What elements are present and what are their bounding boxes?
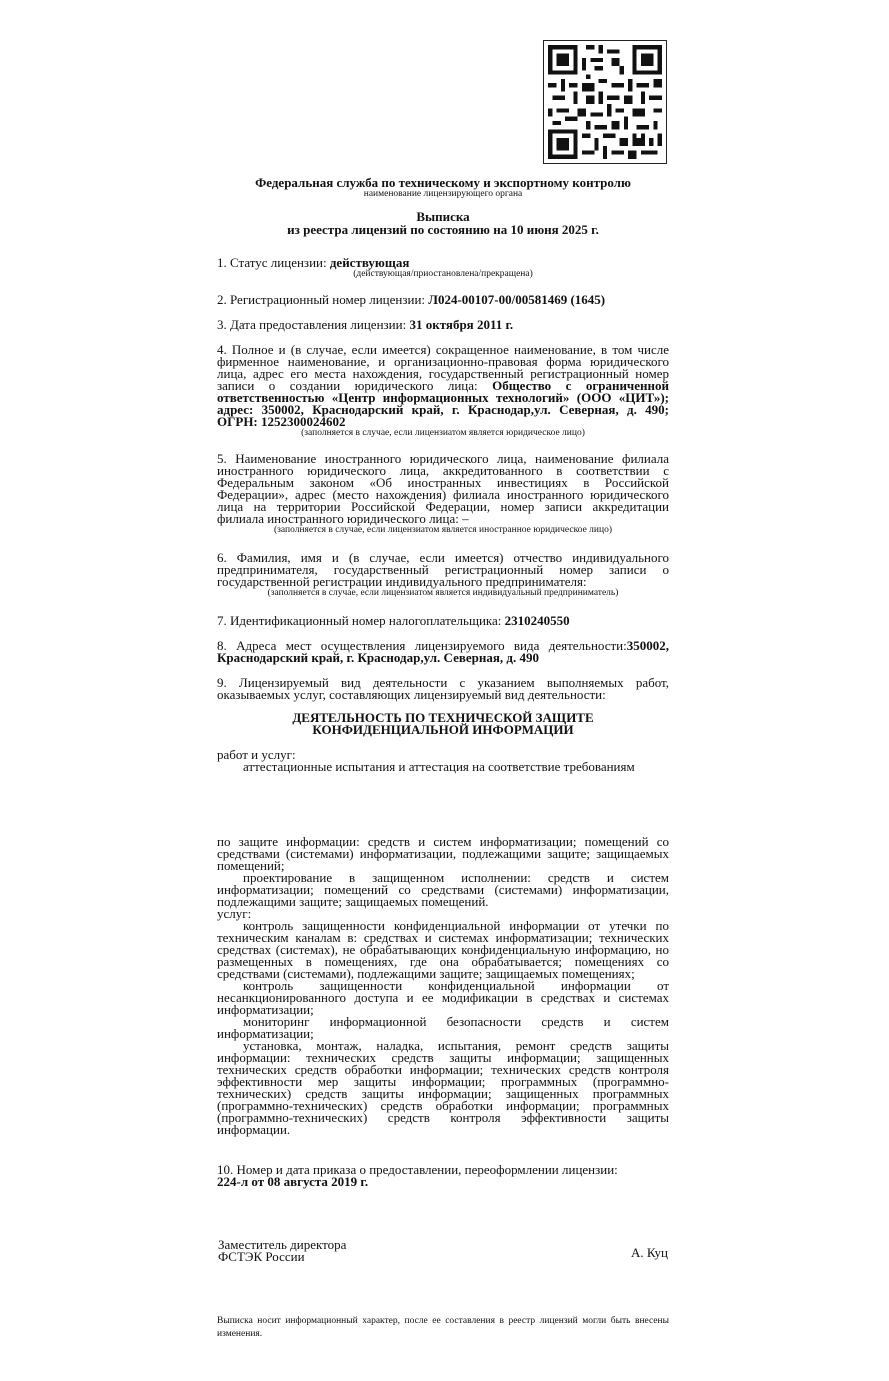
item-10-order	[217, 1164, 669, 1188]
service-3: мониторинг информационной безопасности средств и систем информатизации;	[217, 1014, 669, 1041]
position-line-2: ФСТЭК России	[218, 1249, 305, 1264]
item-5-foreign-entity	[217, 453, 669, 535]
item-2-reg-number	[217, 294, 669, 306]
service-2: контроль защищенности конфиденциальной информации от несанкционированного доступа и ее модификации в средствах и системах информатизации;	[217, 978, 669, 1017]
item-1-status	[217, 257, 669, 279]
organization-caption: наименование лицензирующего органа	[363, 189, 523, 199]
item-3-date	[217, 319, 669, 331]
item-10-label: 10. Номер и дата приказа о предоставлении, переоформлении лицензии:	[217, 1162, 618, 1177]
item-9-activity-intro	[217, 677, 669, 701]
work-1-part-2: по защите информации: средств и систем информатизации; помещений со средствами (системами) информатизации, подлежащими защите; защищаемых помещений;	[217, 834, 669, 873]
item-1-label: 1. Статус лицензии:	[217, 255, 330, 270]
item-4-value: Общество с ограниченной ответственностью «Центр информационных технологий» (ООО «ЦИТ»); адрес: 350002, Краснодарский край, г. Краснодар,ул. Северная, д. 490; ОГРН: 1252300024602	[217, 378, 670, 429]
item-10-value: 224-л от 08 августа 2019 г.	[217, 1174, 369, 1189]
item-5-label: 5. Наименование иностранного юридического лица, наименование филиала иностранного юридического лица, аккредитованного в соответствии с Федеральным законом «Об иностранных инвестициях в Российской Федерации», адрес (место нахождения) филиала иностранного юридического лица на территории Российской Федерации, номер записи аккредитации филиала иностранного юридического лица: –	[217, 451, 669, 526]
item-8-label: 8. Адреса мест осуществления лицензируемого вида деятельности:	[217, 638, 627, 653]
signatory-name: А. Куц	[630, 1245, 668, 1260]
services-heading: услуг:	[217, 906, 252, 921]
footnote: Выписка носит информационный характер, после ее составления в реестр лицензий могли быть внесены изменения.	[217, 1316, 669, 1339]
item-7-inn	[217, 615, 669, 627]
item-2-value: Л024-00107-00/00581469 (1645)	[428, 292, 606, 307]
activity-title	[217, 712, 669, 736]
signatory-position	[218, 1239, 346, 1263]
item-7-label: 7. Идентификационный номер налогоплательщика:	[217, 613, 505, 628]
item-1-value: действующая	[329, 255, 410, 270]
item-3-label: 3. Дата предоставления лицензии:	[217, 317, 410, 332]
item-3-value: 31 октября 2011 г.	[409, 317, 514, 332]
title-line-1: Выписка	[416, 209, 470, 224]
works-and-services-list	[217, 836, 669, 1136]
item-2-label: 2. Регистрационный номер лицензии:	[217, 292, 429, 307]
service-4: установка, монтаж, наладка, испытания, ремонт средств защиты информации: технических средств защиты информации; защищенных технических средств обработки информации; технических средств контроля эффективности мер защиты информации; программных (программно-технических) средств защиты информации; защищенных программных (программно-технических) средств обработки информации; программных (программно-технических) средств контроля эффективности защиты информации.	[217, 1038, 669, 1137]
activity-line-2: КОНФИДЕНЦИАЛЬНОЙ ИНФОРМАЦИИ	[312, 722, 574, 737]
item-6-caption: (заполняется в случае, если лицензиатом является индивидуальный предприниматель)	[267, 588, 619, 598]
item-5-caption: (заполняется в случае, если лицензиатом является иностранное юридическое лицо)	[274, 525, 612, 535]
item-4-label: 4. Полное и (в случае, если имеется) сокращенное наименование, в том числе фирменное наименование, и организационно-правовая форма юридического лица, адрес его места нахождения, государственный регистрационный номер записи о создании юридического лица:	[217, 342, 669, 393]
document-title	[217, 210, 669, 236]
work-2: проектирование в защищенном исполнении: средств и систем информатизации; помещений со средствами (системами) информатизации, подлежащими защите; защищаемых помещений.	[217, 870, 669, 909]
organization-name: Федеральная служба по техническому и экспортному контролю	[255, 175, 631, 190]
issuing-authority	[217, 176, 669, 199]
item-6-label: 6. Фамилия, имя и (в случае, если имеется) отчество индивидуального предпринимателя, государственный регистрационный номер записи о государственной регистрации индивидуального предпринимателя:	[217, 550, 669, 589]
title-line-2: из реестра лицензий по состоянию на 10 июня 2025 г.	[287, 222, 599, 237]
works-heading	[217, 749, 669, 773]
item-1-caption: (действующая/приостановлена/прекращена)	[353, 269, 533, 279]
qr-code	[543, 40, 667, 164]
position-line-1: Заместитель директора	[218, 1237, 347, 1252]
item-6-entrepreneur	[217, 552, 669, 598]
service-1: контроль защищенности конфиденциальной информации от утечки по техническим каналам в: средствах и системах информатизации; технических средствах (системах), не обрабатывающих конфиденциальную информацию, но размещенных в помещениях, где она обрабатывается; помещениях со средствами (системами), подлежащими защите; защищаемых помещениях;	[217, 918, 669, 981]
works-heading-text: работ и услуг:	[217, 747, 296, 762]
work-1-part-1: аттестационные испытания и аттестация на соответствие требованиям	[243, 759, 635, 774]
qr-code-pattern	[544, 41, 666, 163]
item-8-value: 350002, Краснодарский край, г. Краснодар,ул. Северная, д. 490	[217, 638, 669, 665]
item-4-caption: (заполняется в случае, если лицензиатом является юридическое лицо)	[301, 428, 585, 438]
item-4-legal-entity	[217, 344, 669, 438]
item-8-addresses	[217, 640, 669, 664]
item-7-value: 2310240550	[504, 613, 570, 628]
activity-line-1: ДЕЯТЕЛЬНОСТЬ ПО ТЕХНИЧЕСКОЙ ЗАЩИТЕ	[292, 710, 594, 725]
item-9-label: 9. Лицензируемый вид деятельности с указанием выполняемых работ, оказываемых услуг, составляющих лицензируемый вид деятельности:	[217, 675, 669, 702]
